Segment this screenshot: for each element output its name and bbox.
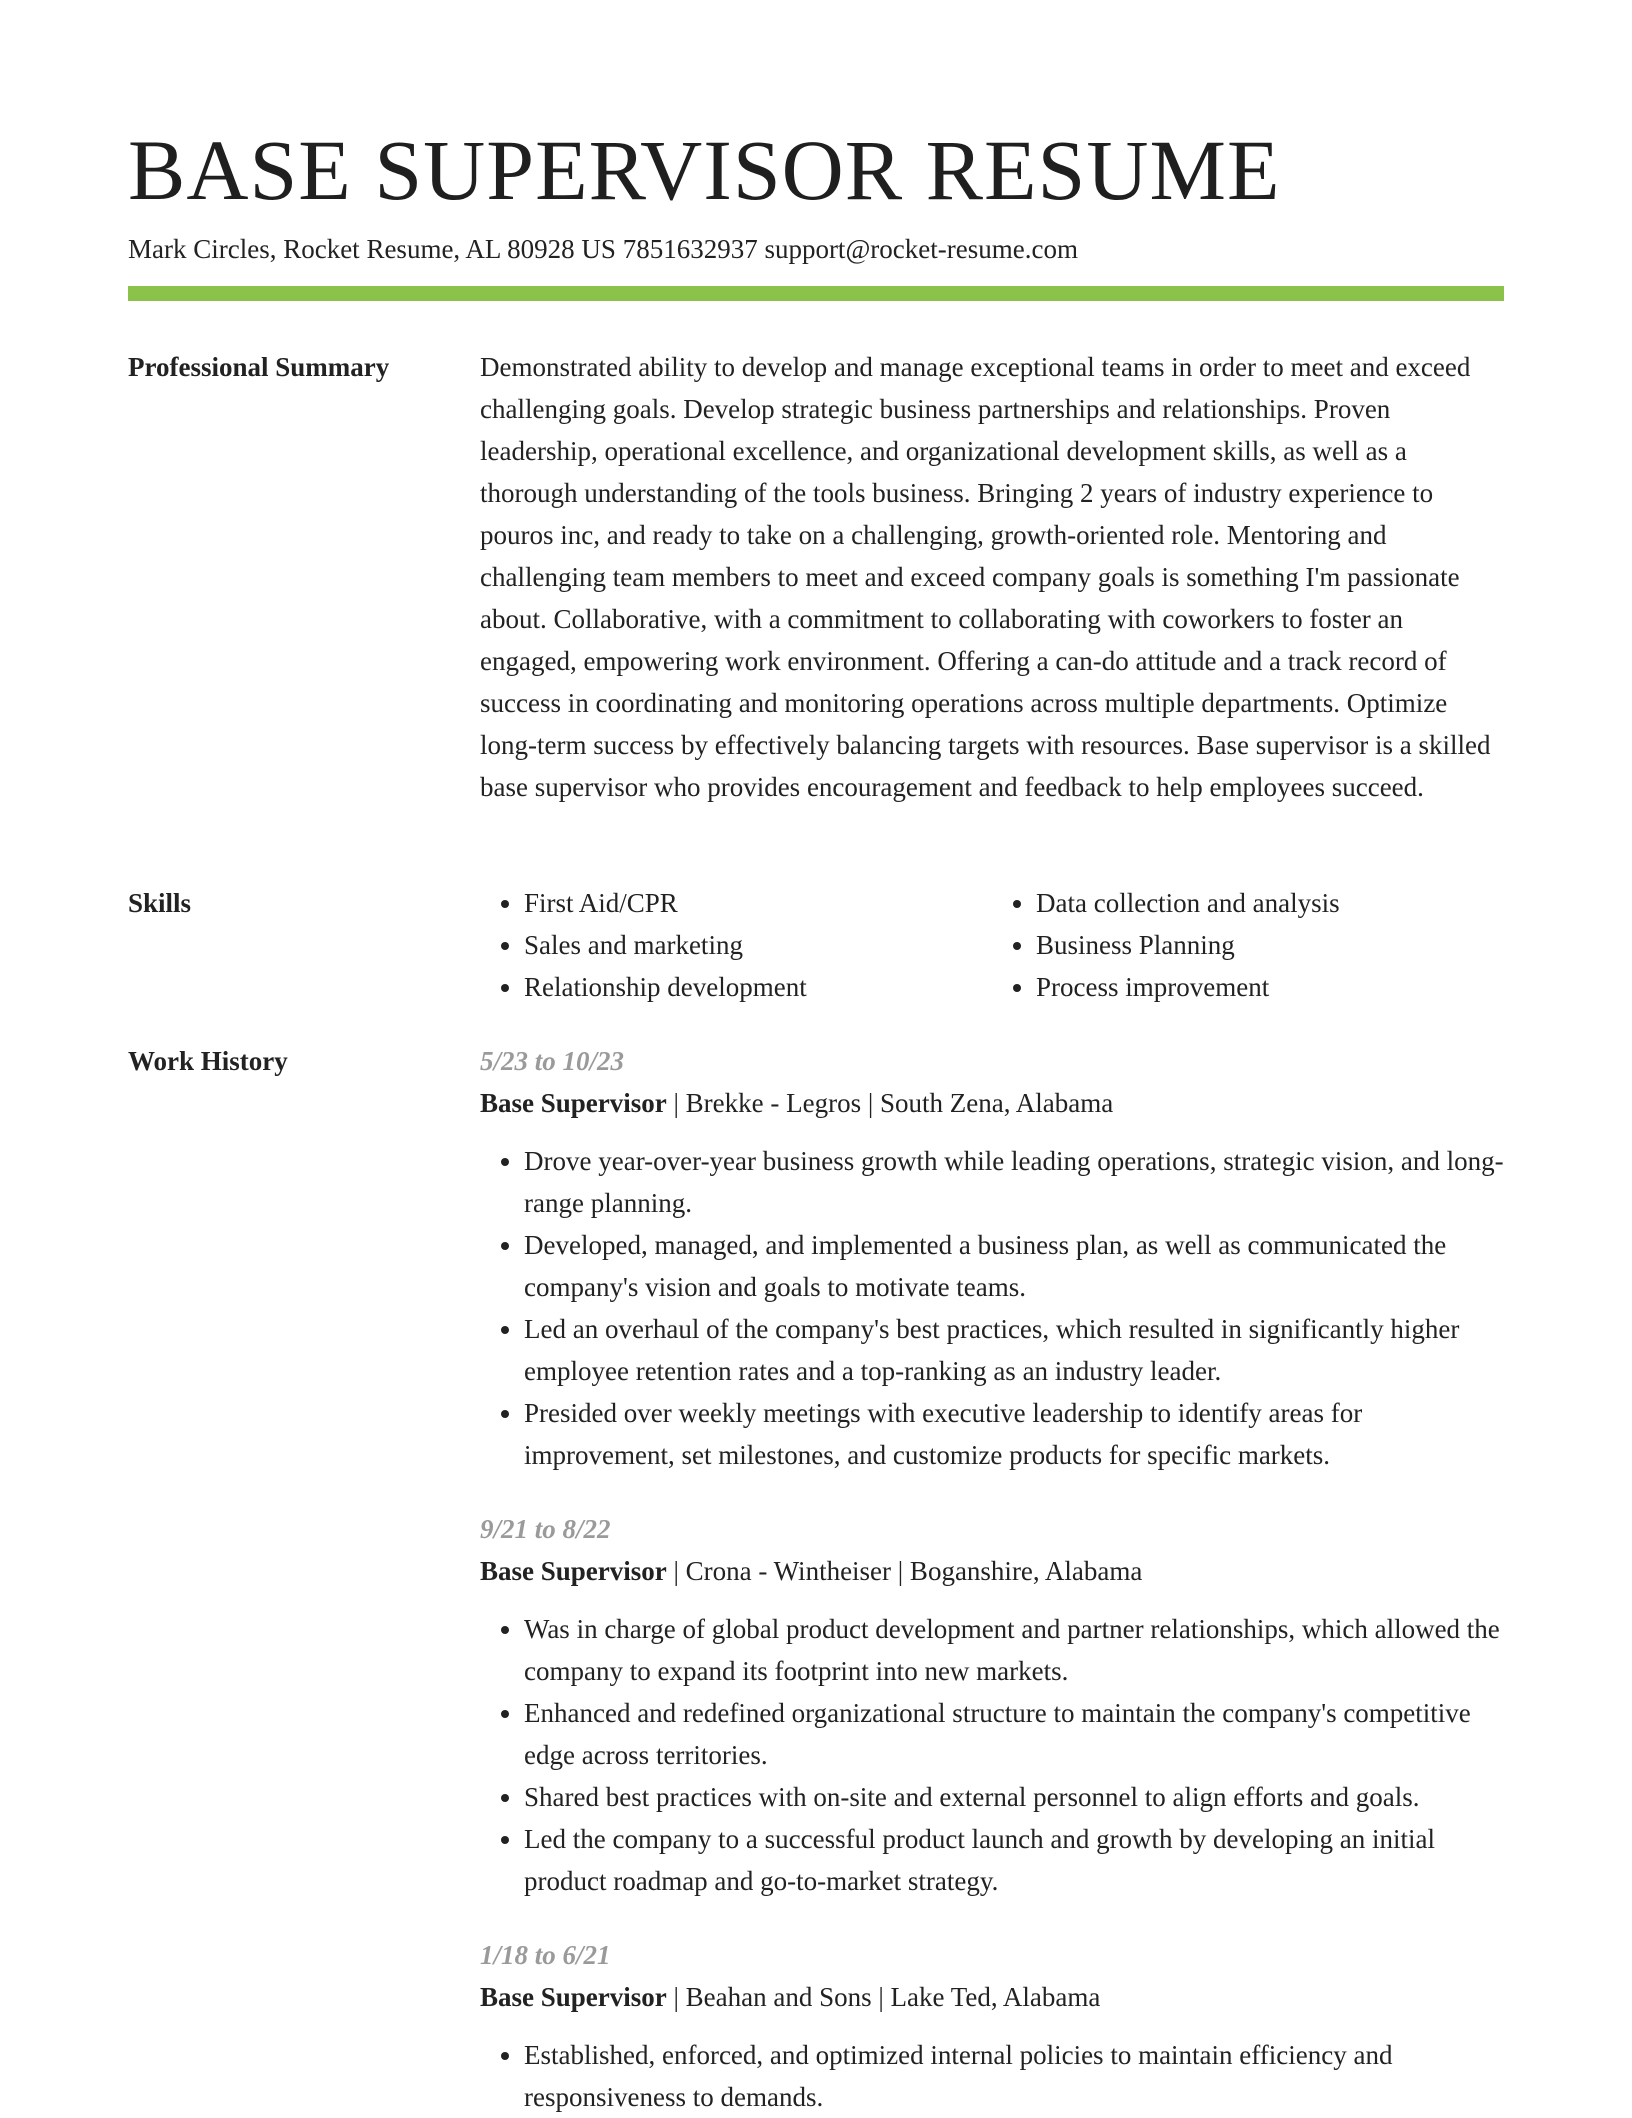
job-bullets — [480, 1140, 1504, 1476]
resume-title: BASE SUPERVISOR RESUME — [128, 122, 1281, 218]
job-title-line — [480, 1550, 1504, 1592]
job-bullet: • Developed, managed, and implemented a business plan, as well as communicated the company's vision and goals to motivate teams. — [524, 1224, 1504, 1308]
skills-body — [480, 882, 1504, 1008]
job-dates: 9/21 to 8/22 — [480, 1514, 611, 1544]
skills-left-list — [480, 882, 992, 1008]
job-title: Base Supervisor — [480, 1088, 667, 1118]
skills-right-list — [992, 882, 1504, 1008]
job-title-line — [480, 1976, 1504, 2018]
job-dates: 5/23 to 10/23 — [480, 1046, 625, 1076]
job-details: | Brekke - Legros | South Zena, Alabama — [666, 1088, 1114, 1118]
skill-item: • Data collection and analysis — [1036, 882, 1504, 924]
job-bullet: • Was in charge of global product development and partner relationships, which allowed the company to expand its footprint into new markets. — [524, 1608, 1504, 1692]
job-entry — [480, 1934, 1504, 2118]
work-label: Work History — [128, 1046, 288, 1076]
job-title: Base Supervisor — [480, 1556, 667, 1586]
skills-label: Skills — [128, 888, 192, 918]
job-bullets — [480, 2034, 1504, 2118]
job-title: Base Supervisor — [480, 1982, 667, 2012]
skill-item: • Sales and marketing — [524, 924, 992, 966]
job-bullet: • Shared best practices with on-site and external personnel to align efforts and goals. — [524, 1776, 1504, 1818]
job-dates: 1/18 to 6/21 — [480, 1940, 611, 1970]
job-title-line — [480, 1082, 1504, 1124]
job-bullet: • Drove year-over-year business growth while leading operations, strategic vision, and long-range planning. — [524, 1140, 1504, 1224]
contact-line: Mark Circles, Rocket Resume, AL 80928 US 7851632937 support@rocket-resume.com — [128, 234, 1078, 264]
job-entry — [480, 1508, 1504, 1902]
job-details: | Beahan and Sons | Lake Ted, Alabama — [666, 1982, 1101, 2012]
skill-item: • Business Planning — [1036, 924, 1504, 966]
job-bullet: • Enhanced and redefined organizational structure to maintain the company's competitive edge across territories. — [524, 1692, 1504, 1776]
accent-divider — [128, 286, 1504, 301]
job-bullet: • Led the company to a successful product launch and growth by developing an initial product roadmap and go-to-market strategy. — [524, 1818, 1504, 1902]
job-bullets — [480, 1608, 1504, 1902]
skill-item: • Process improvement — [1036, 966, 1504, 1008]
summary-body — [480, 346, 1504, 808]
job-entry — [480, 1040, 1504, 1476]
skill-item: • First Aid/CPR — [524, 882, 992, 924]
summary-text: Demonstrated ability to develop and manage exceptional teams in order to meet and exceed challenging goals. Develop strategic business partnerships and relationships. Proven leadership, operational excellence, and organizational development skills, as well as a thorough understanding of the tools business. Bringing 2 years of industry experience to pouros inc, and ready to take on a challenging, growth-oriented role. Mentoring and challenging team members to meet and exceed company goals is something I'm passionate about. Collaborative, with a commitment to collaborating with coworkers to foster an engaged, empowering work environment. Offering a can-do attitude and a track record of success in coordinating and monitoring operations across multiple departments. Optimize long-term success by effectively balancing targets with resources. Base supervisor is a skilled base supervisor who provides encouragement and feedback to help employees succeed. — [480, 352, 1491, 802]
skill-item: • Relationship development — [524, 966, 992, 1008]
job-bullet: • Presided over weekly meetings with executive leadership to identify areas for improvement, set milestones, and customize products for specific markets. — [524, 1392, 1504, 1476]
summary-label: Professional Summary — [128, 352, 390, 382]
job-details: | Crona - Wintheiser | Boganshire, Alabama — [666, 1556, 1143, 1586]
job-bullet: • Established, enforced, and optimized internal policies to maintain efficiency and responsiveness to demands. — [524, 2034, 1504, 2118]
job-bullet: • Led an overhaul of the company's best practices, which resulted in significantly higher employee retention rates and a top-ranking as an industry leader. — [524, 1308, 1504, 1392]
